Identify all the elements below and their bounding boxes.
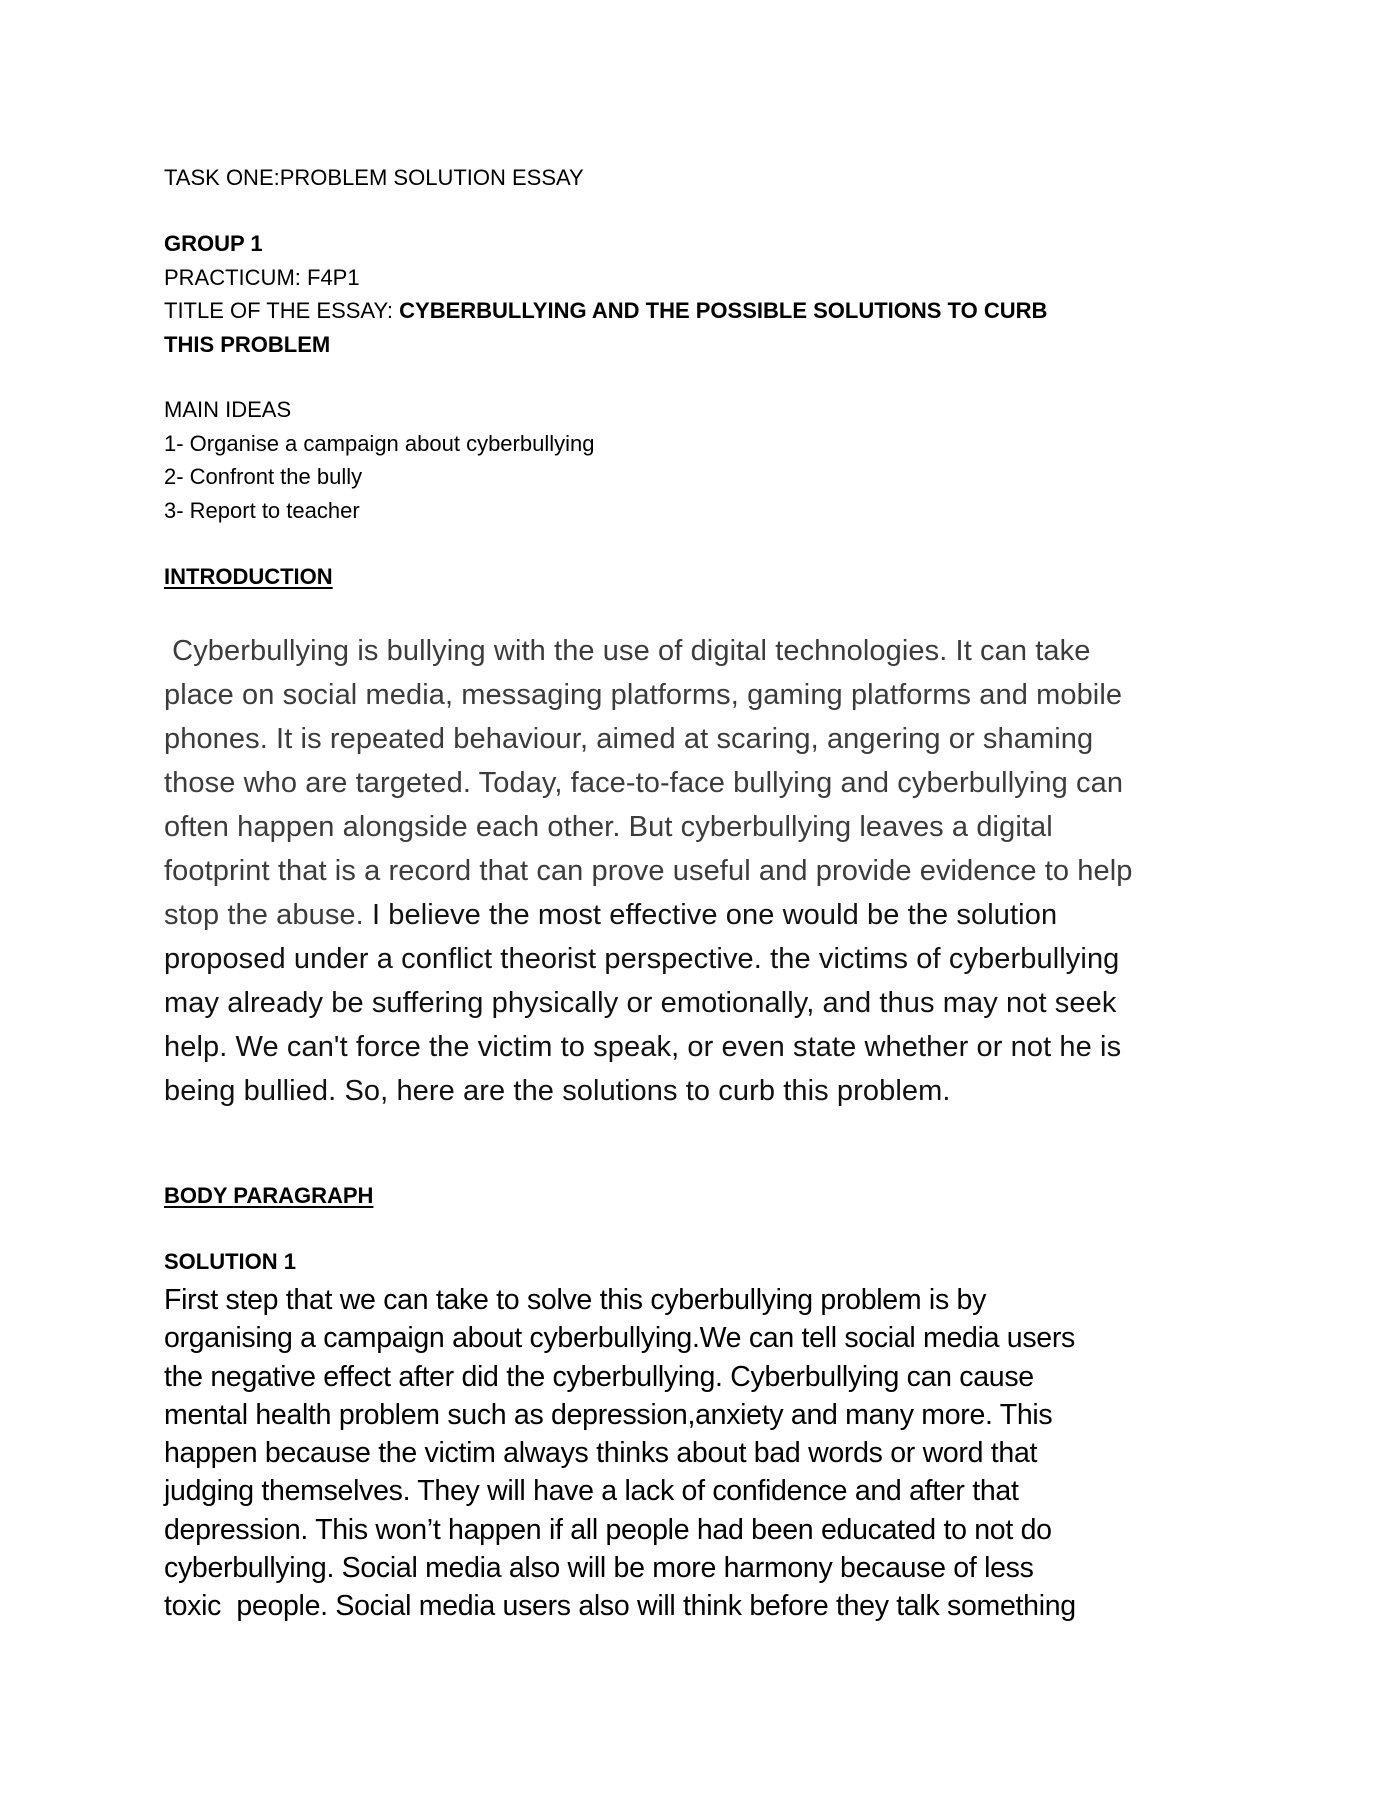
main-ideas-heading: MAIN IDEAS [164,397,292,422]
essay-title-line [164,294,1047,328]
paragraph-segment: stop the abuse. [164,899,364,931]
main-ideas [164,393,594,527]
essay-title-label: TITLE OF THE ESSAY: [164,298,400,323]
main-idea-item: 1- Organise a campaign about cyberbullying [164,430,595,456]
paragraph-line: footprint that is a record that can prove useful and provide evidence to help [164,855,1133,887]
paragraph-line: help. We can't force the victim to speak, or even state whether or not he is [164,1031,1122,1063]
paragraph-line: may already be suffering physically or emotionally, and thus may not seek [164,987,1117,1019]
paragraph-line: proposed under a conflict theorist perspective. the victims of cyberbullying [164,943,1120,975]
essay-title: CYBERBULLYING AND THE POSSIBLE SOLUTIONS TO CURB [399,298,1048,323]
paragraph-line: place on social media, messaging platforms, gaming platforms and mobile [164,679,1123,711]
paragraph-line: being bullied. So, here are the solutions to curb this problem. [164,1075,951,1107]
task-title: TASK ONE:PROBLEM SOLUTION ESSAY [164,165,584,190]
practicum-label: PRACTICUM: F4P1 [164,264,360,290]
paragraph-line: cyberbullying. Social media also will be more harmony because of less [164,1552,1034,1585]
essay-title-continued: THIS PROBLEM [164,331,331,357]
body-paragraph-heading: BODY PARAGRAPH [164,1183,374,1208]
paragraph-segment: I believe the most effective one would be the solution [363,899,1058,931]
paragraph-line: phones. It is repeated behaviour, aimed at scaring, angering or shaming [164,723,1094,755]
paragraph-line: happen because the victim always thinks about bad words or word that [164,1437,1038,1470]
solution-1-heading: SOLUTION 1 [164,1249,297,1274]
essay-header [164,227,1047,361]
paragraph-line: those who are targeted. Today, face-to-face bullying and cyberbullying can [164,767,1124,799]
introduction-heading: INTRODUCTION [164,564,333,589]
paragraph-line: First step that we can take to solve this cyberbullying problem is by [164,1284,987,1316]
paragraph-line: judging themselves. They will have a lack of confidence and after that [164,1475,1019,1508]
paragraph-line [164,893,1133,937]
paragraph-line: the negative effect after did the cyberbullying. Cyberbullying can cause [164,1360,1034,1393]
main-idea-item: 2- Confront the bully [164,464,363,489]
paragraph-line: toxic people. Social media users also will think before they talk something [164,1590,1076,1623]
paragraph-line: organising a campaign about cyberbullying.We can tell social media users [164,1322,1075,1355]
paragraph-line: depression. This won’t happen if all people had been educated to not do [164,1513,1052,1546]
paragraph-line: mental health problem such as depression,anxiety and many more. This [164,1398,1053,1431]
solution-1-paragraph [164,1281,1076,1626]
paragraph-line: Cyberbullying is bullying with the use of digital technologies. It can take [164,635,1091,667]
main-idea-item: 3- Report to teacher [164,497,360,523]
introduction-paragraph [164,629,1133,1113]
group-label: GROUP 1 [164,231,263,256]
paragraph-line: often happen alongside each other. But cyberbullying leaves a digital [164,811,1053,843]
